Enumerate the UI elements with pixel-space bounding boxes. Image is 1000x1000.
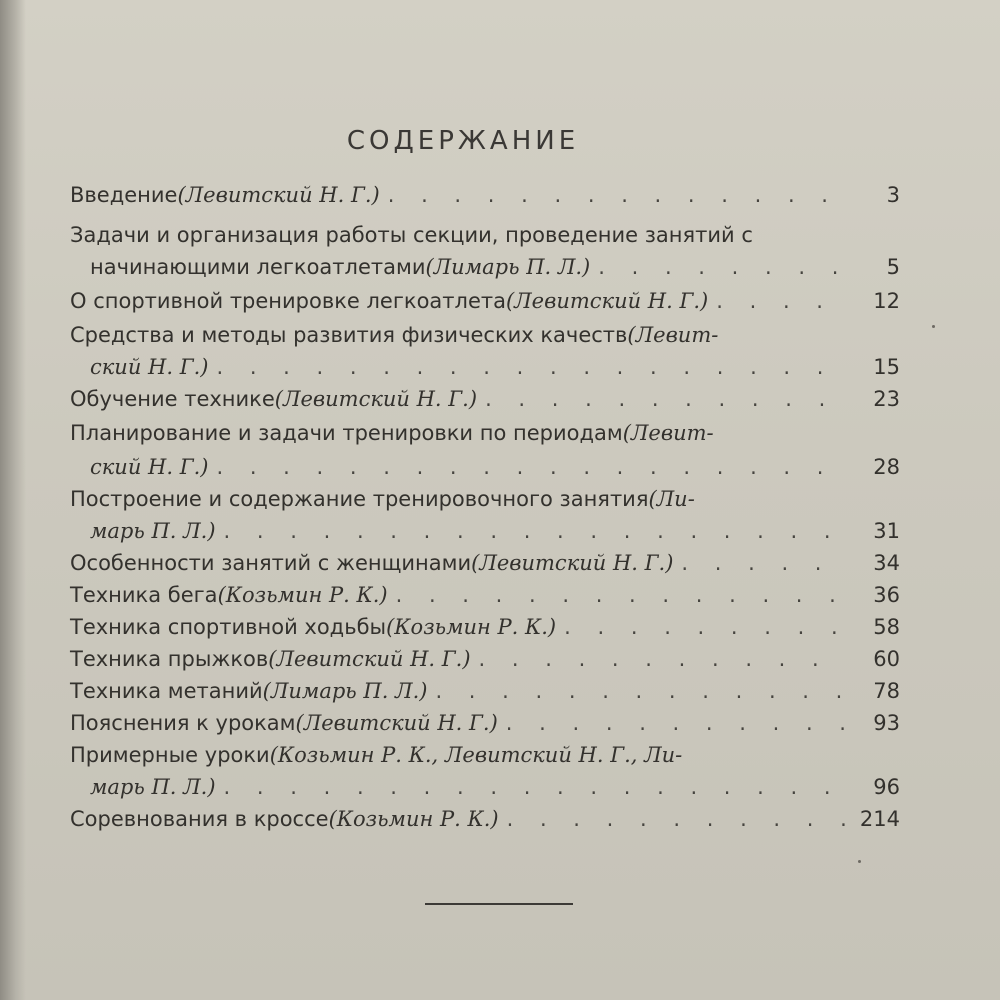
page-title: СОДЕРЖАНИЕ (346, 126, 580, 156)
leader-dots (224, 772, 846, 802)
toc-entry (70, 612, 900, 642)
toc-entry (70, 484, 900, 514)
entry-author: марь П. Л.) (90, 519, 216, 543)
toc-entry-continuation (90, 352, 900, 382)
entry-author: (Левит- (627, 323, 719, 347)
toc-entry (70, 320, 900, 350)
entry-author: (Левит- (622, 421, 714, 445)
leader-dots (598, 252, 846, 282)
toc-entry-continuation (90, 516, 900, 546)
entry-page: 3 (886, 183, 900, 207)
toc-entry (70, 708, 900, 738)
entry-author: ский Н. Г.) (90, 355, 209, 379)
toc-entry (70, 384, 900, 414)
entry-title: Пояснения к урокам (70, 711, 296, 735)
entry-title: Средства и методы развития физических качеств (70, 323, 628, 347)
entry-author: ский Н. Г.) (90, 455, 209, 479)
entry-page: 96 (873, 775, 900, 799)
entry-title: Особенности занятий с женщинами (70, 551, 472, 575)
entry-author: (Левитский Н. Г.) (505, 289, 709, 313)
toc-entry (70, 676, 900, 706)
entry-author: (Левитский Н. Г.) (177, 183, 380, 207)
toc-entry (70, 548, 900, 578)
entry-page: 58 (873, 615, 900, 639)
entry-author: (Козьмин Р. К.) (386, 615, 557, 639)
entry-page: 78 (873, 679, 900, 703)
entry-page: 5 (886, 255, 900, 279)
entry-title: Примерные уроки (70, 743, 270, 767)
entry-title: начинающими легкоатлетами (90, 255, 426, 279)
entry-title: О спортивной тренировке легкоатлета (70, 289, 506, 313)
entry-title: Введение (70, 183, 178, 207)
entry-page: 60 (873, 647, 900, 671)
leader-dots (485, 384, 846, 414)
toc-entry (70, 418, 900, 448)
entry-page: 23 (873, 387, 900, 411)
entry-author: (Ли- (648, 487, 695, 511)
entry-page: 36 (873, 583, 900, 607)
entry-author: (Лимарь П. Л.) (425, 255, 591, 279)
leader-dots (224, 516, 846, 546)
entry-page: 28 (873, 455, 900, 479)
entry-title: Построение и содержание тренировочного занятия (70, 487, 649, 511)
entry-author: (Левитский Н. Г.) (471, 551, 674, 575)
entry-title: Задачи и организация работы секции, проведение занятий с (70, 223, 753, 247)
toc-entry (70, 804, 900, 834)
leader-dots (216, 452, 846, 482)
toc-entry (70, 644, 900, 674)
toc-entry (70, 286, 900, 316)
entry-author: (Козьмин Р. К., Левитский Н. Г., Ли- (269, 743, 683, 767)
entry-title: Техника бега (70, 583, 218, 607)
entry-page: 93 (873, 711, 900, 735)
paper-speck (932, 325, 935, 328)
toc-entry (70, 740, 900, 770)
entry-page: 31 (873, 519, 900, 543)
leader-dots (435, 676, 846, 706)
entry-author: (Левитский Н. Г.) (295, 711, 498, 735)
entry-author: (Левитский Н. Г.) (274, 387, 478, 411)
entry-author: (Левитский Н. Г.) (268, 647, 471, 671)
leader-dots (506, 708, 846, 738)
toc-entry (70, 220, 900, 250)
leader-dots (716, 286, 846, 316)
entry-page: 15 (873, 355, 900, 379)
toc-entry-continuation (90, 772, 900, 802)
toc-entry-continuation (90, 252, 900, 282)
leader-dots (564, 612, 846, 642)
leader-dots (681, 548, 846, 578)
entry-author: (Лимарь П. Л.) (262, 679, 428, 703)
paper-speck (858, 860, 861, 863)
leader-dots (479, 644, 846, 674)
leader-dots (507, 804, 846, 834)
leader-dots (396, 580, 846, 610)
entry-title: Обучение технике (70, 387, 275, 411)
closing-rule (425, 903, 573, 905)
entry-title: Техника спортивной ходьбы (70, 615, 387, 639)
entry-author: марь П. Л.) (90, 775, 216, 799)
entry-title: Планирование и задачи тренировки по периодам (70, 421, 623, 445)
entry-title: Соревнования в кроссе (70, 807, 329, 831)
entry-author: (Козьмин Р. К.) (217, 583, 388, 607)
toc-entry (70, 180, 900, 210)
entry-title: Техника прыжков (70, 647, 269, 671)
entry-page: 34 (873, 551, 900, 575)
entry-page: 214 (859, 807, 900, 831)
leader-dots (388, 180, 846, 210)
entry-title: Техника метаний (70, 679, 263, 703)
toc-entry-continuation (90, 452, 900, 482)
entry-page: 12 (873, 289, 900, 313)
toc-entry (70, 580, 900, 610)
entry-author: (Козьмин Р. К.) (328, 807, 499, 831)
leader-dots (216, 352, 846, 382)
